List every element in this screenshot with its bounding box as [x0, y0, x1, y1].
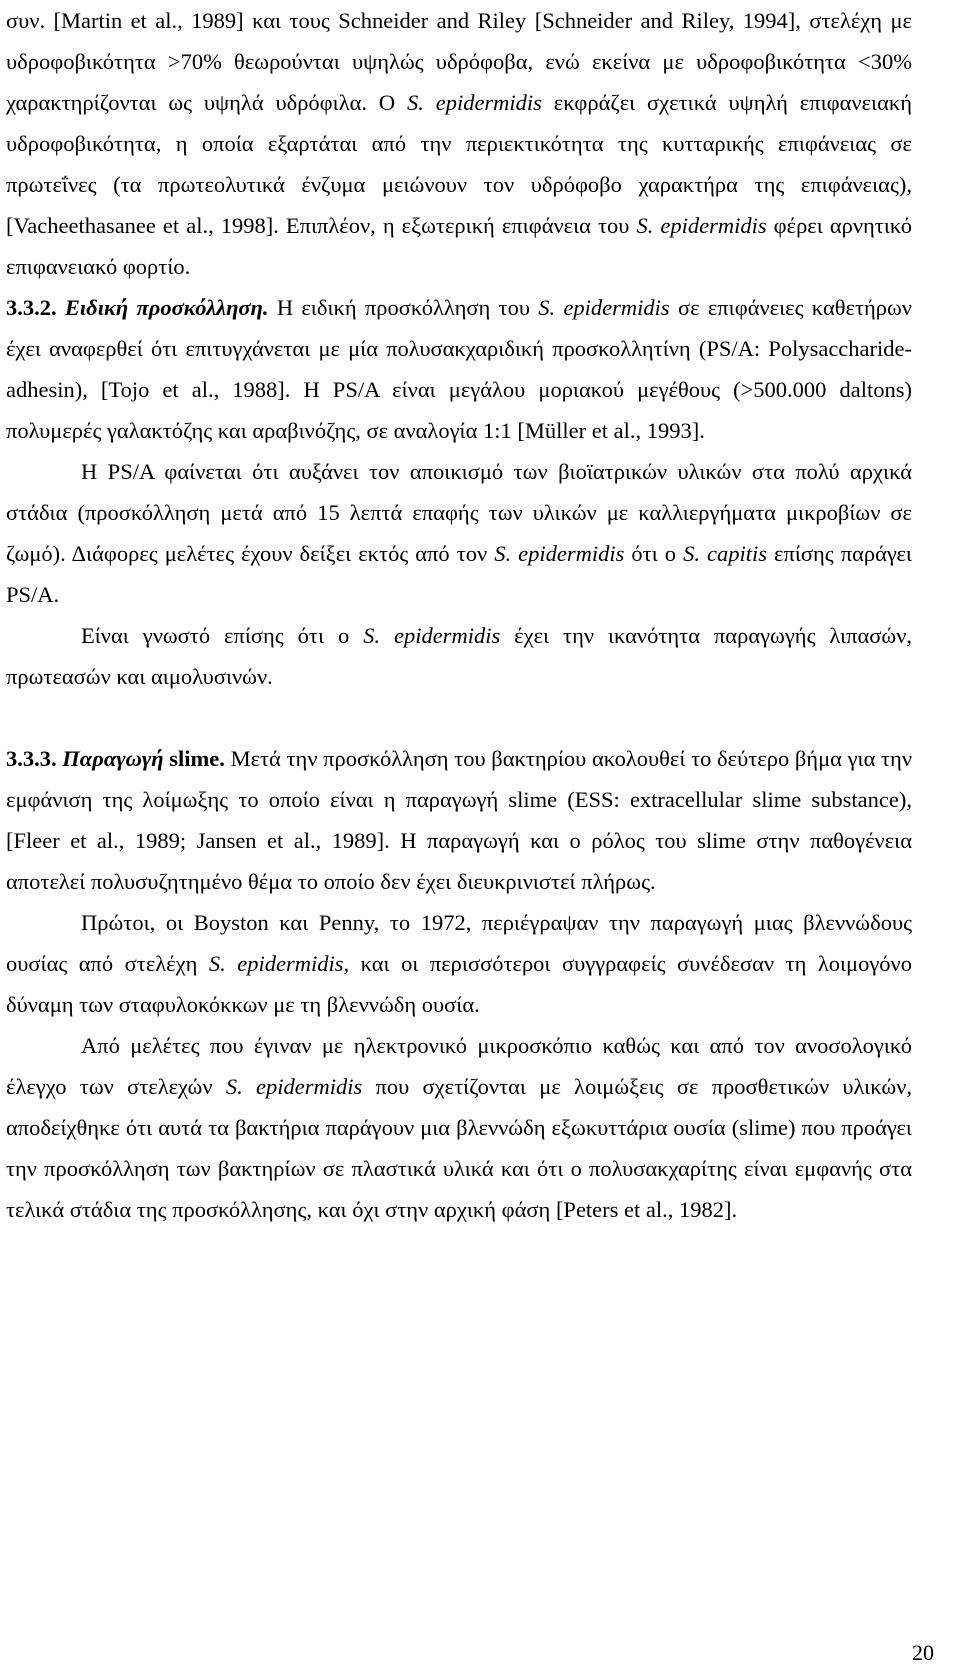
text-run: Από μελέτες που έγιναν με ηλεκτρονικό μικροσκόπιο καθώς και από τον ανοσολογικό έλεγχο των στελεχών [6, 1033, 912, 1099]
section-title-text: Ειδική προσκόλληση. [64, 295, 269, 320]
species-name: S. epidermidis [208, 951, 344, 976]
text-run: ότι ο [624, 541, 684, 566]
paragraph-electron-microscopy [6, 1025, 912, 1230]
species-name: S. epidermidis [494, 541, 625, 566]
text-run: επίσης παράγει PS/A. [6, 541, 912, 607]
section-title-text: Παραγωγή [62, 746, 164, 771]
species-name: S. epidermidis [225, 1074, 363, 1099]
section-3-3-3 [6, 738, 912, 902]
text-run: , και οι περισσότεροι συγγραφείς συνέδεσαν τη λοιμογόνο δύναμη των σταφυλοκόκκων με τη βλεννώδη ουσία. [6, 951, 912, 1017]
section-number: 3.3.3. [6, 746, 63, 771]
text-run: Η PS/A φαίνεται ότι αυξάνει τον αποικισμό των βιοϊατρικών υλικών στα πολύ αρχικά στάδια (προσκόλληση μετά από 15 λεπτά επαφής των υλικών με καλλιεργήματα μικροβίων σε ζωμό). Διάφορες μελέτες έχουν δείξει εκτός από τον [6, 459, 912, 566]
page-number: 20 [912, 1640, 934, 1665]
text-run: που σχετίζονται με λοιμώξεις σε προσθετικών υλικών, αποδείχθηκε ότι αυτά τα βακτήρια παράγουν μια βλεννώδη εξωκυττάρια ουσία (slime) που προάγει την προσκόλληση των βακτηρίων σε πλαστικά υλικά και ότι ο πολυσακχαρίτης είναι εμφανής στα τελικά στάδια της προσκόλλησης, και όχι στην αρχική φάση [Peters et al., 1982]. [6, 1074, 912, 1222]
paragraph-enzymes [6, 615, 912, 697]
text-run: Πρώτοι, οι Boyston και Penny, το 1972, περιέγραψαν την παραγωγή μιας βλεννώδους ουσίας από στελέχη [6, 910, 912, 976]
text-run: Η ειδική προσκόλληση του [268, 295, 539, 320]
text-run: Μετά την προσκόλληση του βακτηρίου ακολουθεί το δεύτερο βήμα για την εμφάνιση της λοίμωξης το οποίο είναι η παραγωγή slime (ESS: extracellular slime substance), [Fleer et al., 1989; Jansen et al., 1989]. Η παραγωγή και ο ρόλος του slime στην παθογένεια αποτελεί πολυσυζητημένο θέμα το οποίο δεν έχει διευκρινιστεί πλήρως. [6, 746, 913, 894]
section-title [62, 746, 225, 771]
species-name: S. epidermidis [363, 623, 501, 648]
species-name: S. epidermidis [538, 295, 670, 320]
text-run: έχει την ικανότητα παραγωγής λιπασών, πρωτεασών και αιμολυσινών. [6, 623, 912, 689]
species-name: S. epidermidis [406, 90, 542, 115]
paragraph-hydrophobicity [6, 0, 912, 287]
text-run: συν. [Martin et al., 1989] και τους Schneider and Riley [Schneider and Riley, 1994], στελέχη με υδροφοβικότητα >70% θεωρούνται υψηλώς υδρόφοβα, ενώ εκείνα με υδροφοβικότητα <30% χαρακτηρίζονται ως υψηλά υδρόφιλα. Ο [6, 8, 912, 115]
paragraph-boyston-penny [6, 902, 912, 1025]
text-run: Είναι γνωστό επίσης ότι ο [81, 623, 364, 648]
paragraph-psa [6, 451, 912, 615]
section-number: 3.3.2. [6, 295, 65, 320]
species-name: S. epidermidis [636, 213, 767, 238]
text-run: σε επιφάνειες καθετήρων έχει αναφερθεί ότι επιτυγχάνεται με μία πολυσακχαριδική προσκολλητίνη (PS/A: Polysaccharide-adhesin), [Tojo et al., 1988]. Η PS/A είναι μεγάλου μοριακού μεγέθους (>500.000 daltons) πολυμερές γαλακτόζης και αραβινόζης, σε αναλογία 1:1 [Müller et al., 1993]. [6, 295, 912, 443]
text-run: φέρει αρνητικό επιφανειακό φορτίο. [6, 213, 912, 279]
text-run: εκφράζει σχετικά υψηλή επιφανειακή υδροφοβικότητα, η οποία εξαρτάται από την περιεκτικότητα της κυτταρικής επιφάνειας σε πρωτεΐνες (τα πρωτεολυτικά ένζυμα μειώνουν τον υδρόφοβο χαρακτήρα της επιφάνειας), [Vacheethasanee et al., 1998]. Επιπλέον, η εξωτερική επιφάνεια του [6, 90, 912, 238]
paragraph-gap [6, 697, 912, 738]
section-3-3-2 [6, 287, 912, 451]
section-title-text: slime. [163, 746, 225, 771]
species-name: S. capitis [683, 541, 767, 566]
section-title [65, 295, 269, 320]
body-text [6, 0, 912, 1230]
